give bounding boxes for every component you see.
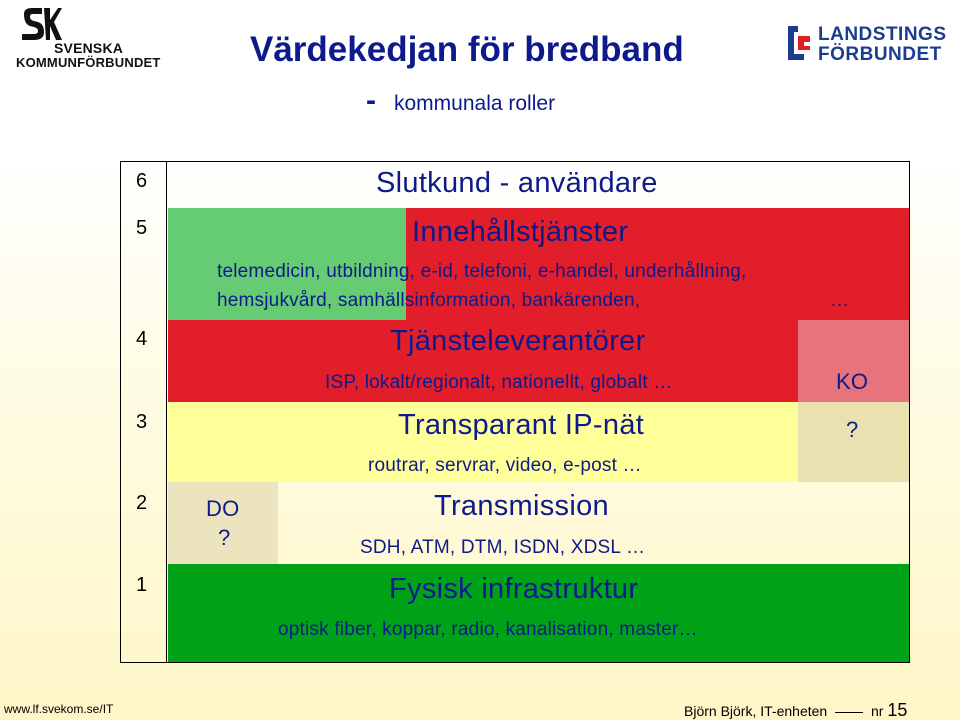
page-subtitle: kommunala roller xyxy=(394,92,556,115)
level-2: 2 xyxy=(136,492,148,514)
do-question: ? xyxy=(218,525,231,550)
slutkund-heading: Slutkund - användare xyxy=(376,167,658,199)
innehall-line1: telemedicin, utbildning, e-id, telefoni, e-handel, underhållning, xyxy=(217,261,747,282)
fysisk-line1: optisk fiber, koppar, radio, kanalisation, master… xyxy=(278,619,698,640)
transmission-heading: Transmission xyxy=(434,490,609,522)
level-4: 4 xyxy=(136,328,148,350)
tjanste-line1: ISP, lokalt/regionalt, nationellt, globalt … xyxy=(325,372,673,393)
sk-logo-line1: SVENSKA xyxy=(54,40,124,56)
transmission-line1: SDH, ATM, DTM, ISDN, XDSL … xyxy=(360,537,646,558)
ipnat-line1: routrar, servrar, video, e-post … xyxy=(368,455,642,476)
footer-page-label: nr xyxy=(870,703,884,719)
landstingsforbundet-logo xyxy=(784,22,947,68)
level-6: 6 xyxy=(136,170,148,192)
do-label: DO xyxy=(206,496,240,521)
level-1: 1 xyxy=(136,574,148,596)
lf-logo-icon xyxy=(784,22,814,64)
ko-label: KO xyxy=(836,369,869,394)
footer-dash xyxy=(835,712,863,713)
fysisk-heading: Fysisk infrastruktur xyxy=(389,573,639,605)
footer-author xyxy=(684,700,907,721)
ko-question: ? xyxy=(846,417,859,442)
footer-page-number: 15 xyxy=(887,700,908,720)
level-3: 3 xyxy=(136,411,148,433)
sk-logo-line2: KOMMUNFÖRBUNDET xyxy=(16,55,161,70)
footer-author-text: Björn Björk, IT-enheten xyxy=(684,703,828,719)
footer-url: www.lf.svekom.se/IT xyxy=(4,702,114,716)
innehall-heading: Innehållstjänster xyxy=(412,216,629,248)
lf-logo-line2: FÖRBUNDET xyxy=(818,44,942,65)
ipnat-heading: Transparant IP-nät xyxy=(398,409,645,441)
tjanste-heading: Tjänsteleverantörer xyxy=(390,325,646,357)
subtitle-dash: - xyxy=(366,84,376,117)
level-5: 5 xyxy=(136,217,148,239)
svenska-kommunforbundet-logo xyxy=(10,4,170,68)
lf-logo-line1: LANDSTINGS xyxy=(818,24,947,45)
innehall-ellipsis: … xyxy=(830,290,850,311)
page-title: Värdekedjan för bredband xyxy=(250,30,684,69)
innehall-line2: hemsjukvård, samhällsinformation, bankärenden, xyxy=(217,290,641,311)
